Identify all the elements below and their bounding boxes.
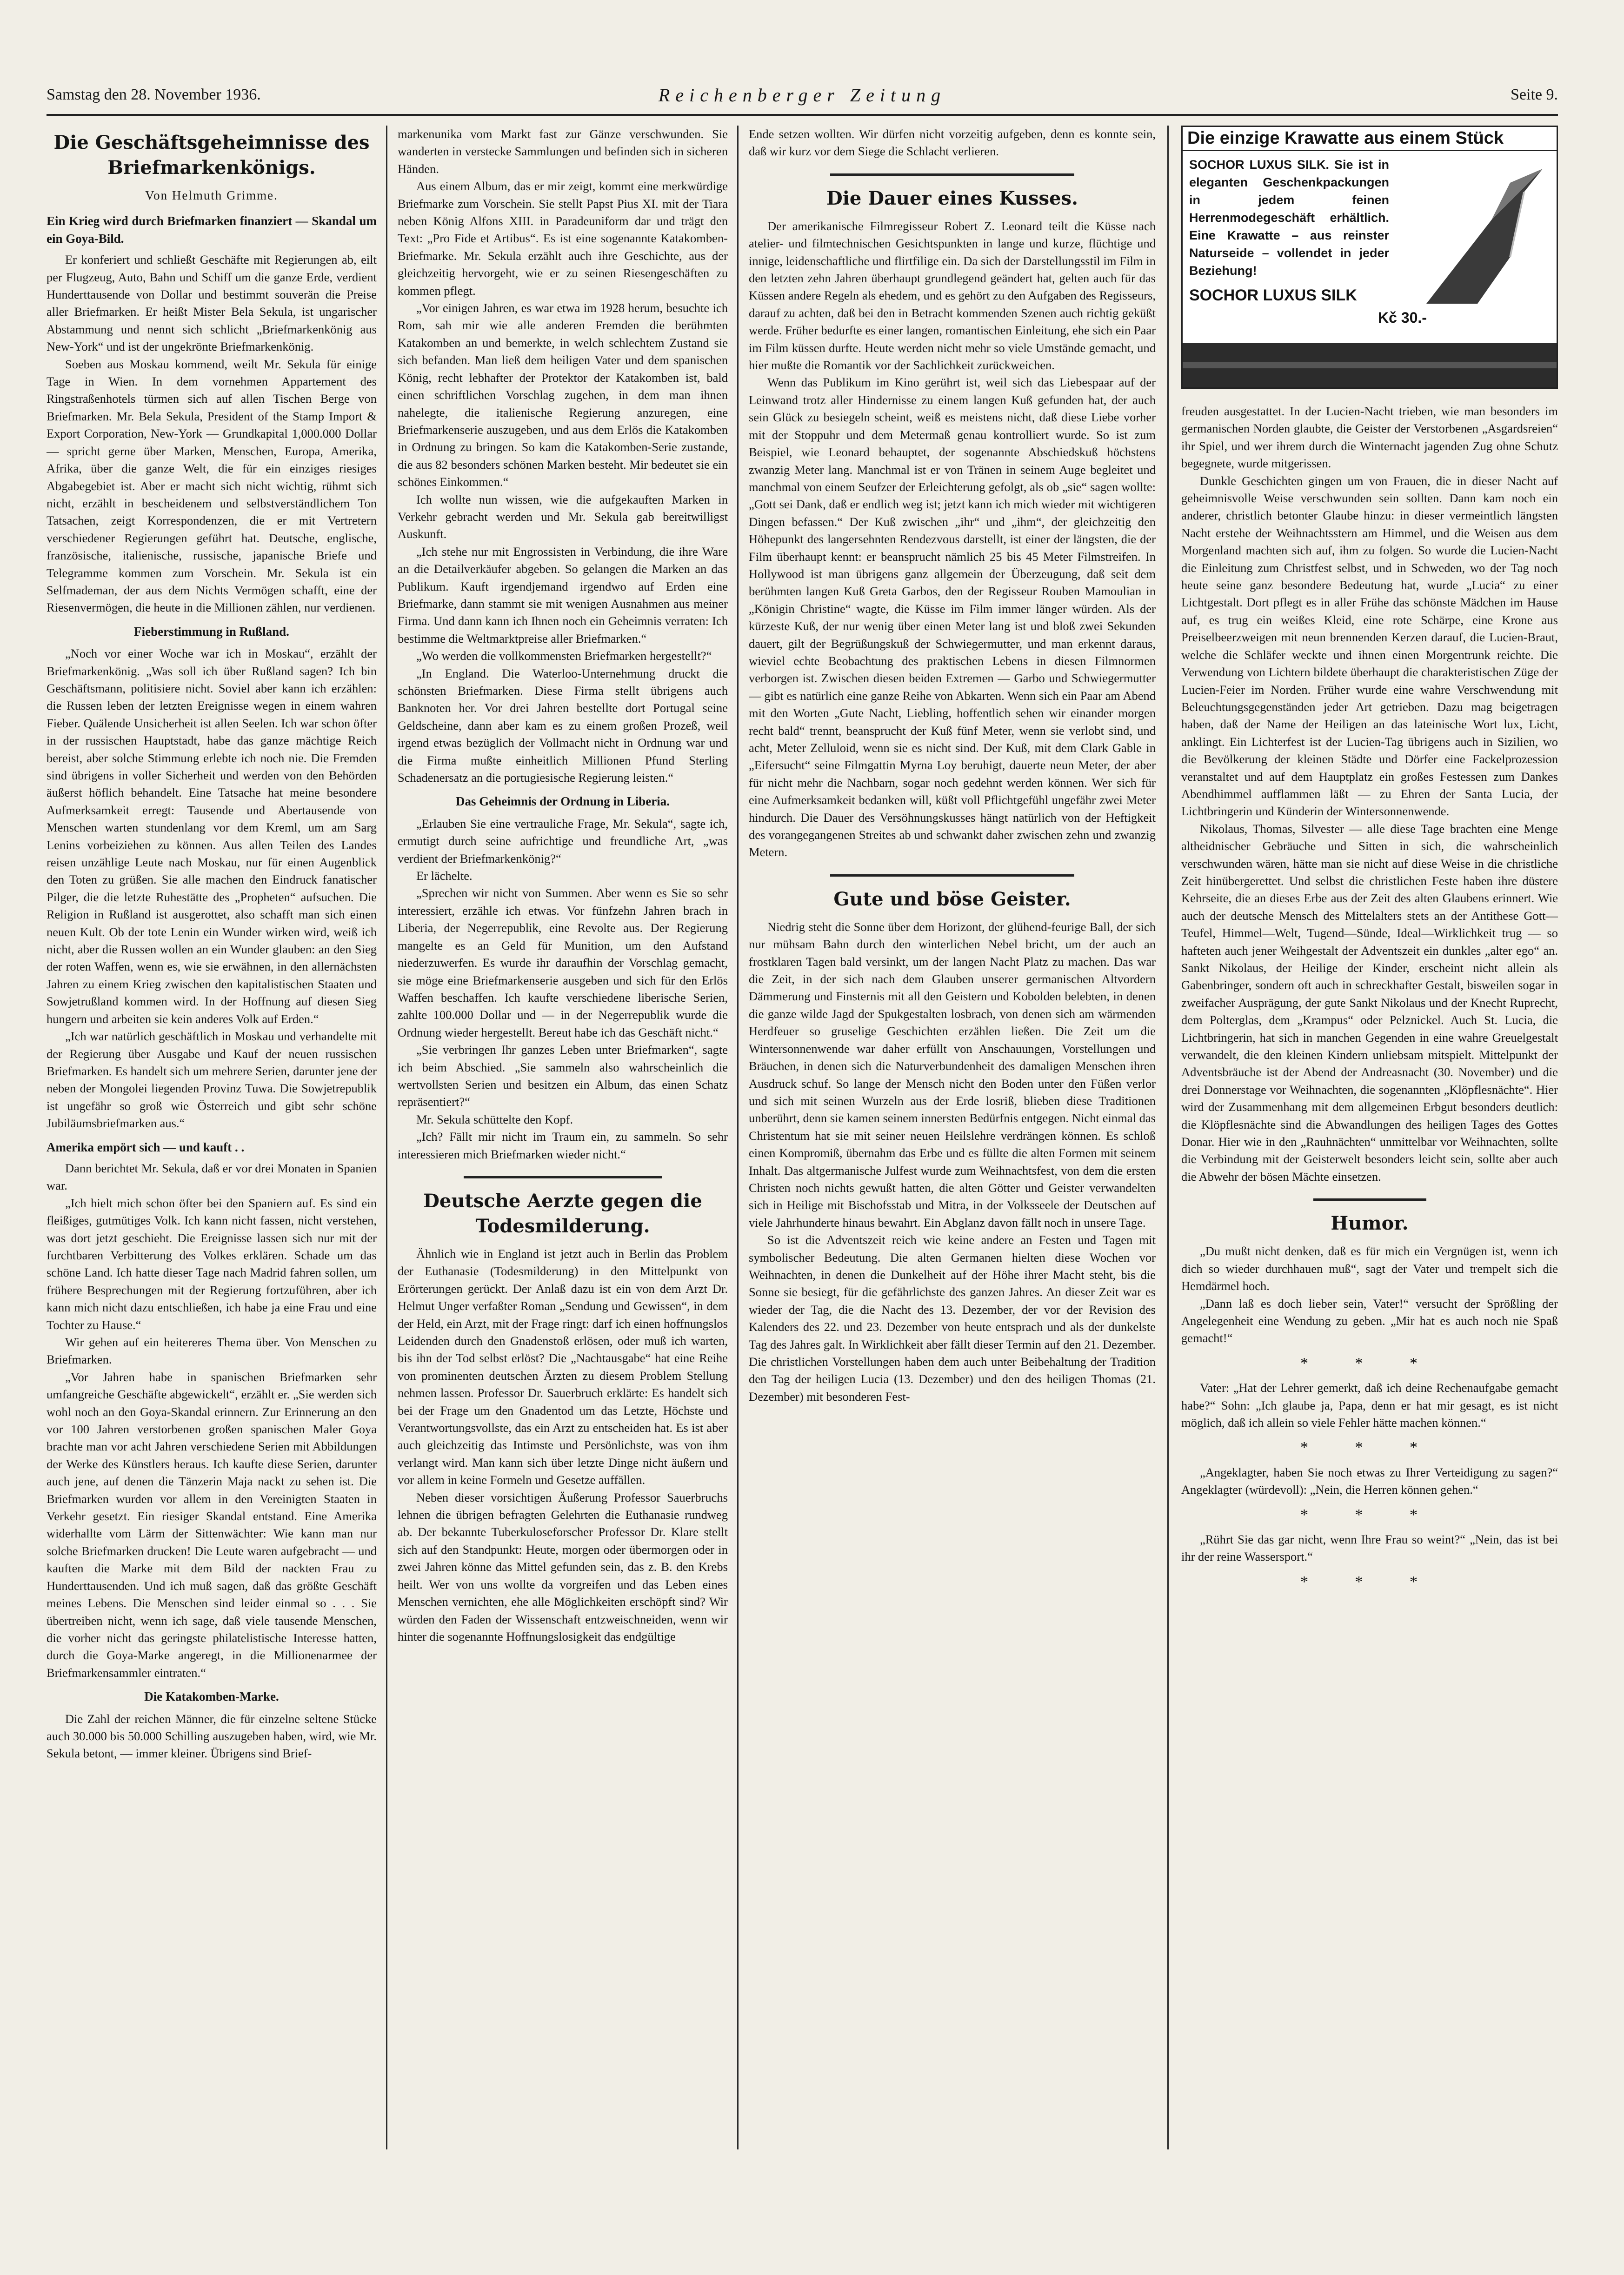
paragraph: „Ich war natürlich geschäftlich in Moskau und verhandelte mit der Regierung über Ausgabe und Kauf der neuen russischen Briefmarken. Es handelt sich um mehrere Serien, darunter jene der neben der Mongolei liegenden Provinz Tuwa. Die Sowjetrepublik ist ungefähr so groß wie Österreich und gibt sehr schöne Jubiläumsbriefmarken aus.“	[47, 1029, 377, 1131]
article-title-humor: Humor.	[1331, 1212, 1409, 1235]
paragraph: „In England. Die Waterloo-Unternehmung druckt die schönsten Briefmarken. Diese Firma stellt übrigens auch Banknoten her. Vor drei Jahren bestellte dort Portugal seine Geldscheine, dann aber kam es zu einem großen Prozeß, weil irgend etwas bezüglich der Vollmacht nicht in Ordnung war und die Firma mußte einheitlich Millionen Pfund Sterling Schadenersatz an die portugiesische Regierung leisten.“	[398, 666, 728, 785]
paragraph: Ich wollte nun wissen, wie die aufgekauften Marken in Verkehr gebracht werden und Mr. Sekula gab bereitwilligst Auskunft.	[398, 492, 728, 541]
paragraph: „Wo werden die vollkommensten Briefmarken hergestellt?“	[416, 649, 712, 663]
joke: „Rührt Sie das gar nicht, wenn Ihre Frau so weint?“ „Nein, das ist bei ihr der reine Wassersport.“	[1181, 1532, 1558, 1564]
paragraph: „Sie verbringen Ihr ganzes Leben unter Briefmarken“, sagte ich beim Abschied. „Sie sammeln also wahrscheinlich die wertvollsten Serien und besitzen ein Album, das einen Schatz repräsentiert?“	[398, 1043, 728, 1109]
star-separator: * * *	[1300, 1354, 1439, 1372]
separator	[464, 1176, 662, 1178]
paragraph: „Erlauben Sie eine vertrauliche Frage, Mr. Sekula“, sagte ich, ermutigt durch seine aufrichtige und freundliche Art, „was verdient der Briefmarkenkönig?“	[398, 816, 728, 865]
paragraph: Ende setzen wollten. Wir dürfen nicht vorzeitig aufgeben, denn es konnte sein, daß wir kurz vor dem Siege die Schlacht verlieren.	[749, 127, 1156, 159]
paragraph: Aus einem Album, das er mir zeigt, kommt eine merkwürdige Briefmarke zum Vorschein. Sie stellt Papst Pius XI. mit der Tiara neben König Alfons XIII. in Paradeuniform dar und trägt den Text: „Pro Fide et Artibus“. Es ist eine sogenannte Katakomben-Briefmarke. Mr. Sekula erzählt auch ihre Geschichte, aus der gleichzeitig hervorgeht, wie er zu seinen Riesengeschäften zu kommen pflegt.	[398, 179, 728, 298]
newspaper-title: Reichenberger Zeitung	[658, 85, 946, 106]
paragraph: Der amerikanische Filmregisseur Robert Z. Leonard teilt die Küsse nach atelier- und filmtechnischen Gesichtspunkten in lange und kurze, flüchtige und innige, leidenschaftliche und flirtfilige ein. Da sich der Darstellungsstil im Film in den letzten zehn Jahren überhaupt grundlegend geändert hat, gelten auch für das Küssen andere Regeln als ehedem, und es gehört zu den Aufgaben des Regisseurs, darauf zu achten, daß bei den in Betracht kommenden Szenen auch richtig geküßt werde. Früher bedurfte es einer langen, romantischen Einleitung, ehe sich ein Paar im Film küssen durfte. Heute werden nicht mehr so viele Umstände gemacht, und hier mußte die Romantik vor der Sachlichkeit zurückweichen.	[749, 219, 1156, 373]
paragraph: Er lächelte.	[416, 869, 473, 883]
subheading: Amerika empört sich — und kauft . .	[47, 1140, 245, 1154]
subheading: Die Katakomben-Marke.	[144, 1690, 279, 1704]
article-title-aerzte: Deutsche Aerzte gegen die Todesmilderung.	[423, 1190, 702, 1237]
paragraph: freuden ausgestattet. In der Lucien-Nacht trieben, wie man besonders im germanischen Norden glaubte, die Geister der Verstorbenen „Asgardsreien“ ihr Spiel, und wer ihrem durch die Winternacht jagenden Zug ohne Schutz begegnete, wurde mitgerissen.	[1181, 404, 1558, 471]
ad-band	[1183, 343, 1557, 387]
paragraph: markenunika vom Markt fast zur Gänze verschwunden. Sie wanderten in verstecke Sammlungen und befinden sich in sicheren Händen.	[398, 127, 728, 176]
byline: Von Helmuth Grimme.	[145, 188, 278, 202]
column-1	[47, 126, 377, 2149]
paragraph: „Ich stehe nur mit Engrossisten in Verbindung, die ihre Ware an die Detailverkäufer abgeben. So gelangen die Marken an das Publikum. Kauft irgendjemand irgendwo auf Erden eine Briefmarke, dann stammt sie mit wenigen Ausnahmen aus meiner Firma. Und dann kann ich Ihnen noch ein Geheimnis verraten: Ich bestimme die Weltmarktpreise aller Briefmarken.“	[398, 544, 728, 645]
column-2	[398, 126, 728, 2149]
paragraph: „Sprechen wir nicht von Summen. Aber wenn es Sie so sehr interessiert, erzähle ich etwas. Vor fünfzehn Jahren brach in Liberia, der Negerrepublik, eine Revolte aus. Der Regierung mangelte es an Geld für Munition, um den Aufstand niederzuwerfen. Es wurde ihr daraufhin der Vorschlag gemacht, sie möge eine Briefmarkenserie ausgeben und sich für den Erlös Waffen beschaffen. Ich kaufte verschiedene liberische Serien, zahlte 100.000 Dollar und — in der Negerrepublik wurde die Ordnung wieder hergestellt. Bereut habe ich das Geschäft nicht.“	[398, 886, 728, 1039]
article-title-geister: Gute und böse Geister.	[833, 888, 1071, 910]
joke: Vater: „Hat der Lehrer gemerkt, daß ich deine Rechenaufgabe gemacht habe?“ Sohn: „Ich glaube ja, Papa, denn er hat mir gesagt, es ist nicht möglich, daß ich allein so viele Fehler hätte machen können.“	[1181, 1381, 1558, 1430]
paragraph: „Vor einigen Jahren, es war etwa im 1928 herum, besuchte ich Rom, sah mir wie alle anderen Fremden die berühmten Katakomben an und bemerkte, in welch schlechtem Zustand sie sich befanden. Man ließ dem heiligen Vater und dem spanischen König, recht lebhafter der Protektor der Katakomben ist, bald einen schriftlichen Vorschlag zugehen, in dem man ihnen nahelegte, die italienische Regierung anzuregen, eine Briefmarkenserie auszugeben, und aus dem Erlös die Katakomben in Ordnung zu bringen. So kam die Katakomben-Serie zustande, die aus 82 besonders schönen Marken besteht. Mir bedeutet sie ein schönes Einkommen.“	[398, 301, 728, 489]
joke: „Du mußt nicht denken, daß es für mich ein Vergnügen ist, wenn ich dich so wieder durchhauen muß“, sagt der Vater und trempelt sich die Hemdärmel hoch.	[1181, 1244, 1558, 1293]
star-separator: * * *	[1300, 1439, 1439, 1457]
paragraph: „Noch vor einer Woche war ich in Moskau“, erzählt der Briefmarkenkönig. „Was soll ich über Rußland sagen? Ich bin Geschäftsmann, politisiere nicht. Soviel aber kann ich erzählen: die Russen leben der letzten Ereignisse wegen in einem wahren Fieber. Quälende Unsicherheit ist allen Seelen. Ich war schon öfter in der russischen Hauptstadt, habe das ganze mächtige Reich bereist, aber solche Stimmung erlebte ich noch nie. Die Fremden sind übrigens in voller Sicherheit und werden von den Behörden äußerst höflich behandelt. Eine Tatsache hat meine besondere Aufmerksamkeit erregt: Tausende und Abertausende von Menschen warten stundenlang vor dem Kreml, um am Sarg Lenins vorbeiziehen zu können. Aus allen Teilen des Landes reisen unzählige Leute nach Moskau, nur für einen Augenblick den Toten zu grüßen. Sie alle machen den Eindruck fanatischer Pilger, die die letzte Ruhestätte des „Propheten“ aufsuchen. Die Religion in Rußland ist ausgerottet, also schafft man sich einen neuen Kult. Ob der tote Lenin ein Wunder wirken wird, weiß ich nicht, aber die Russen wollen an ein Wunder glauben: an den Sieg der roten Waffen, wenn es, wie sie erwähnen, in den allernächsten Jahren zu einem Krieg zwischen den kapitalistischen Staaten und Sowjetrußland kommen wird. In der Hoffnung auf diesen Sieg hungern und arbeiten sie kein anderes Volk auf Erden.“	[47, 646, 377, 1026]
paragraph: Er konferiert und schließt Geschäfte mit Regierungen ab, eilt per Flugzeug, Auto, Bahn und Schiff um die ganze Erde, verdient Hunderttausende von Dollar und bestimmt souverän die Preise aller Briefmarken. Er heißt Mister Bela Sekula, ist ungarischer Abstammung und nennt sich schlicht „Briefmarkenkönig aus New-York“ und ist der ungekrönte Briefmarkenkönig.	[47, 253, 377, 354]
paragraph: Die Zahl der reichen Männer, die für einzelne seltene Stücke auch 30.000 bis 50.000 Schilling auszugeben haben, wird, wie Mr. Sekula betont, — immer kleiner. Übrigens sind Brief-	[47, 1711, 377, 1761]
paragraph: Mr. Sekula schüttelte den Kopf.	[416, 1112, 573, 1126]
separator	[830, 173, 1074, 176]
ad-headline: Die einzige Krawatte aus einem Stück	[1183, 127, 1557, 151]
separator	[1313, 1198, 1426, 1201]
subheading: Das Geheimnis der Ordnung in Liberia.	[455, 794, 670, 809]
star-separator: * * *	[1300, 1506, 1439, 1523]
separator	[830, 874, 1074, 877]
paragraph: Dunkle Geschichten gingen um von Frauen, die in dieser Nacht auf geheimnisvolle Weise verschwunden sein sollten. Dann kam noch ein anderer, christlich betonter Glaube hinzu: in dieser vermeintlich längsten Nacht erstehe der Weihnachtsstern am Himmel, und die Weisen aus dem Morgenland machten sich auf, ihm zu folgen. So wurde die Lucien-Nacht die Einleitung zum Christfest selbst, und in Schweden, wo der Tag noch heute seine ganz besondere Bedeutung hat, wurde „Lucia“ zu einer Lichtgestalt. Dort pflegt es in aller Frühe das schönste Mädchen im Hause auf, es trug ein weißes Kleid, eine rote Schärpe, eine Krone aus Preiselbeerzweigen mit neun brennenden Kerzen darauf, die Lucien-Braut, welche die Schläfer weckte und ihnen einen Morgentrunk reichte. Die Verwendung von Lichtern bildete überhaupt die charakteristischen Züge der Lucien-Feier im Norden. Früher wurde eine wahre Verschwendung mit Beleuchtungsgegenständen jeder Art getrieben. Dazu mag beigetragen haben, daß der Name der Heiligen an das lateinische Wort lux, Licht, anklingt. Ein Lichterfest ist der Lucien-Tag übrigens auch in Sizilien, wo die Bevölkerung der kleinen Städte und Dörfer eine Fackelprozession veranstaltet und auf dem Hauptplatz ein großes Festessen zum Dankes Abendhimmel aufflammen läßt — zu Ehren der Santa Lucia, der Lichtbringerin und Künderin der Wintersonnenwende.	[1181, 473, 1558, 818]
article-title-kuss: Die Dauer eines Kusses.	[826, 187, 1078, 209]
joke: „Angeklagter, haben Sie noch etwas zu Ihrer Verteidigung zu sagen?“ Angeklagter (würdevoll): „Nein, die Herren können gehen.“	[1181, 1465, 1558, 1497]
paragraph: Soeben aus Moskau kommend, weilt Mr. Sekula für einige Tage in Wien. In dem vornehmen Appartement des Ringstraßenhotels türmen sich auf allen Tischen Berge von Briefmarken. Mr. Bela Sekula, President of the Stamp Import & Export Corporation, New-York — Grundkapital 1,000.000 Dollar — spricht gerne über Marken, Menschen, Europa, Amerika, Afrika, über die ganze Welt, die für ein einziges riesiges Abgabegebiet ist. Aber er macht sich nicht wichtig, rühmt sich nicht, erzählt in bescheidenem und selbstverständlichem Ton Tatsachen, zeigt Korrespondenzen, die er mit Vertretern verschiedener Regierungen geführt hat. Deutsche, englische, französische, italienische, russische, japanische Briefe und Telegramme kommen zum Vorschein. Mr. Sekula ist ein Selfmademan, der aus dem Nichts Vermögen schafft, eine der Riesenvermögen, die heute in die Millionen zählen, nur verdienen.	[47, 357, 377, 615]
ad-brand: SOCHOR LUXUS SILK	[1189, 286, 1357, 305]
paragraph: „Ich hielt mich schon öfter bei den Spaniern auf. Es sind ein fleißiges, gutmütiges Volk. Ich kann nicht fassen, nicht verstehen, was dort jetzt geschieht. Die Ereignisse lassen sich nur mit der furchtbaren Verbitterung des Volkes erklären. Schade um das schöne Land. Ich hatte dieser Tage nach Madrid fahren sollen, um frühere Besprechungen mit der Regierung fortzuführen, aber ich kann mich nicht dazu entschließen, ich habe ja eine Frau und eine Tochter zu Hause.“	[47, 1196, 377, 1332]
subheading: Fieberstimmung in Rußland.	[134, 624, 289, 639]
paragraph: Nikolaus, Thomas, Silvester — alle diese Tage brachten eine Menge altheidnischer Gebräuche und Sitten in sich, die wahrscheinlich verschwunden wären, hätte man sie nicht auf diese Weise in die christliche Zeit hinübergerettet. Und selbst die christlichen Feste haben ihre düstere Kehrseite, die an dieses Erbe aus der Zeit des alten Glaubens erinnert. Wie auch der deutsche Mensch des Mittelalters stets an der Antithese Gott—Teufel, Himmel—Welt, Tugend—Sünde, Ideal—Wirklichkeit trug — so hafteten auch jener Weihgestalt der Adventszeit ein dunkles „alter ego“ an. Sankt Nikolaus, der Heilige der Kinder, erscheint nicht allein als Gabenbringer, sondern oft auch in schreckhafter Gestalt, bisweilen sogar in zweifacher Ausprägung, der gute Sankt Nikolaus und der Knecht Ruprecht, dem Polterglas, dem „Krampus“ oder Pelznickel. Auch St. Lucia, die Lichtbringerin, hat sich in manchen Gegenden in eine wahre Greuelgestalt verwandelt, die den kleinen Kindern unliebsam mitspielt. Mittelpunkt der Adventsbräuche ist der Abend der Andreasnacht (30. November) und die drei Donnerstage vor Weihnachten, die sogenannten „Klöpflesnächte“. Hier wird der Zusammenhang mit dem allgemeinen Erbgut besonders deutlich: die Klöpflesnächte sind die Abwandlungen des heiligen Tages des Gottes Donar. Hier wie in den „Rauhnächten“ unmittelbar vor Weihnachten, sollte die Verbindung mit der Geisterwelt besonders leicht sein, sollte aber auch die Abwehr der bösen Mächte einsetzen.	[1181, 821, 1558, 1184]
star-separator: * * *	[1300, 1573, 1439, 1590]
necktie-illustration-icon	[1371, 164, 1547, 313]
paragraph: „Vor Jahren habe in spanischen Briefmarken sehr umfangreiche Geschäfte abgewickelt“, erzählt er. „Sie werden sich wohl noch an den Goya-Skandal erinnern. Zur Erinnerung an den vor 100 Jahren verstorbenen großen spanischen Maler Goya brachte man vor acht Jahren verschiedene Serien mit Abbildungen der Werke des Künstlers heraus. Ich kaufte diese Serien, darunter auch jene, auf denen die Tänzerin Maja nackt zu sehen ist. Die Briefmarken wurden vor allem in den Vereinigten Staaten in Verkehr gesetzt. Ein riesiger Skandal entstand. Eine Amerika widerhallte vom Lärm der Sittenwächter: Wie kann man nur solche Briefmarken drucken! Die Leute waren aufgebracht — und kauften die Marke mit dem Bild der nackten Frau zu Hunderttausenden. Und ich muß sagen, daß das größte Geschäft meines Lebens. Die Menschen sind leider einmal so . . . Sie übertreiben nicht, wenn ich sage, daß viele tausende Menschen, die vorher nicht das geringste philatelistische Interesse hatten, durch die Goya-Marke angeregt, in die Millionenarmee der Briefmarkensammler eintraten.“	[47, 1370, 377, 1680]
page-number: Seite 9.	[1511, 86, 1558, 103]
article-title-briefmarkenkoenig: Die Geschäftsgeheimnisse des Briefmarkenkönigs.	[53, 132, 370, 179]
page-header	[47, 81, 1558, 116]
issue-date: Samstag den 28. November 1936.	[47, 86, 261, 103]
joke: „Dann laß es doch lieber sein, Vater!“ versucht der Sprößling der Angelegenheit eine Wendung zu geben. „Mir hat es auch noch nie Spaß gemacht!“	[1181, 1296, 1558, 1345]
column-4	[1181, 126, 1558, 2149]
column-rule	[1167, 126, 1169, 2149]
ad-body: SOCHOR LUXUS SILK. Sie ist in eleganten Geschenkpackungen in jedem feinen Herrenmodegeschäft erhältlich. Eine Krawatte – aus reinster Naturseide – vollendet in jeder Beziehung!	[1189, 158, 1389, 278]
column-rule	[737, 126, 739, 2149]
article-lead: Ein Krieg wird durch Briefmarken finanziert — Skandal um ein Goya-Bild.	[47, 214, 377, 246]
column-rule	[386, 126, 387, 2149]
paragraph: Wir gehen auf ein heitereres Thema über. Von Menschen zu Briefmarken.	[47, 1335, 377, 1367]
paragraph: Neben dieser vorsichtigen Äußerung Professor Sauerbruchs lehnen die übrigen befragten Gelehrten die Euthanasie rundweg ab. Der bekannte Tuberkuloseforscher Professor Dr. Klare stellt sich auf den Standpunkt: Heute, morgen oder übermorgen oder in zwei Jahren könne das Mittel gefunden sein, das z. B. den Krebs heilt. Wer von uns wollte da vorgreifen und das Leben eines Menschen vernichten, ehe alle Möglichkeiten erschöpft sind? Wir würden den Faden der Wissenschaft entzweischneiden, wenn wir hinter die sogenannte Hoffnungslosigkeit das endgültige	[398, 1490, 728, 1643]
paragraph: Dann berichtet Mr. Sekula, daß er vor drei Monaten in Spanien war.	[47, 1161, 377, 1193]
paragraph: Ähnlich wie in England ist jetzt auch in Berlin das Problem der Euthanasie (Todesmilderung) in den Mittelpunkt von Erörterungen gerückt. Der Anlaß dazu ist ein von dem Arzt Dr. Helmut Unger verfaßter Roman „Sendung und Gewissen“, in dem der Held, ein Arzt, mit der Frage ringt: darf ich einen hoffnungslos Leidenden durch den Gnadenstoß erlösen, oder muß ich warten, bis ihn der Tod selbst erlöst? Die „Nachtausgabe“ hat eine Reihe von prominenten deutschen Ärzten zu diesem Problem Stellung nehmen lassen. Professor Dr. Sauerbruch erklärte: Es handelt sich bei der Frage um den Gnadentod um das Letzte, Höchste und Verantwortungsvollste, das ein Arzt zu entscheiden hat. Es ist aber auch gleichzeitig das Intimste und Persönlichste, was von ihm verlangt wird. Man kann sich über letzte Dinge nicht äußern und vor allem in keine Formeln und Gesetze auffällen.	[398, 1246, 728, 1487]
paragraph: So ist die Adventszeit reich wie keine andere an Festen und Tagen mit symbolischer Bedeutung. Die alten Germanen hielten diese Wochen vor Weihnachten, in denen die Dunkelheit auf der Höhe ihrer Macht steht, bis die Sonne sie besiegt, für die gefährlichste des ganzen Jahres. An dieser Zeit war es wieder der Tag, die die Nacht des 13. Dezember, der vor der Revision des Kalenders des 22. und 23. Dezember von heute entsprach und als der dunkelste Tag des Jahres galt. In Wirklichkeit aber fällt dieser Termin auf den 21. Dezember. Die christlichen Vorstellungen haben dem auch unter Beibehaltung der Tradition den Tag der heiligen Lucia (13. Dezember) und den des heiligen Thomas (21. Dezember) mit besonderen Fest-	[749, 1233, 1156, 1404]
paragraph: Wenn das Publikum im Kino gerührt ist, weil sich das Liebespaar auf der Leinwand trotz aller Hindernisse zu einem langen Kuß gefunden hat, der auch sein Glück zu besiegeln scheint, weiß es meistens nicht, daß diese Liebe vorher mit der Stoppuhr und dem Metermaß genau kontrolliert wurde. So ist zum Beispiel, wie Leonard behauptet, der sogenannte Abschiedskuß höchstens zwanzig Meter lang. Manchmal ist er von Tränen in seinem Auge begleitet und manchmal von einem Seufzer der Erleichterung gefolgt, als ob „sie“ sagen wollte: „Gott sei Dank, daß er endlich weg ist; jetzt kann ich mich wieder mit wichtigeren Dingen befassen.“ Der Kuß zwischen „ihr“ und „ihm“, der gleichzeitig den Höhepunkt des langersehnten Rendezvous darstellt, ist einer der längsten, die der Film überhaupt kennt: er beansprucht nämlich 25 bis 45 Meter Filmstreifen. In Hollywood ist man übrigens ganz allgemein der Überzeugung, daß seit dem berühmten langen Kuß Greta Garbos, den der Regisseur Rouben Mamoulian in „Königin Christine“ wagte, die Küsse im Film immer länger würden. Als der kürzeste Kuß, der nur wenig über einen Meter lang ist und bloß zwei Sekunden dauert, gilt der Begrüßungskuß der Schwiegermutter, und man erkennt daraus, wieviel echte Beobachtung des praktischen Lebens in diesen Filmnormen verborgen ist. Zwischen diesen beiden Extremen — Garbo und Schwiegermutter — gibt es natürlich eine ganze Reihe von Abkarten. Wenn sich ein Paar am Abend mit den Worten „Gute Nacht, Liebling, hoffentlich sehen wir einander morgen recht bald“ trennt, beansprucht der Kuß fünf Meter, wenn sie verlobt sind, und acht, Meter Zelluloid, wenn sie es nicht sind. Der Kuß, mit dem Clark Gable in „Eifersucht“ seine Filmgattin Myrna Loy beruhigt, dauerte neun Meter, der aber für nicht mehr die Nachbarn, sogar noch gedehnt werden können. Wer sich für eine Aufmerksamkeit bedanken will, küßt voll Pflichtgefühl ungefähr zwei Meter hindurch. Die Dauer des Versöhnungskusses hängt natürlich von der Heftigkeit des vorangegangenen Streites ab und schwankt daher zwischen zehn und zwanzig Metern.	[749, 375, 1156, 859]
paragraph: Niedrig steht die Sonne über dem Horizont, der glühend-feurige Ball, der sich nur mühsam Bahn durch den winterlichen Nebel bricht, um der auch an frostklaren Tagen bald versinkt, um der langen Nacht Platz zu machen. Das war die Zeit, in der sich nach dem Glauben unserer germanischen Altvordern Dämmerung und Finsternis mit all den Geistern und Kobolden belebten, in denen die ganze wilde Jagd der Spukgestalten losbrach, von denen sich am wärmenden Herdfeuer so gruselige Geschichten erzählen ließen. Die Zeit um die Wintersonnenwende war daher erfüllt von Anschauungen, Vorstellungen und Bräuchen, in denen sich die Naturverbundenheit des damaligen Menschen ihren Ausdruck schuf. So lange der Mensch nicht den Boden unter den Füßen verlor und sich mit seinen Wurzeln aus der Erde losriß, blieben diese Traditionen unberührt, denn sie kamen seinem innersten Bedürfnis entgegen. Nicht einmal das Christentum hat sie mit seiner neuen Heilslehre verdrängen können. Es schloß einen Kompromiß, übernahm das Erbe und es füllte die alten Formen mit seinem Inhalt. Das altgermanische Julfest wurde zum Weihnachtsfest, von dem die ersten Christen noch nichts gewußt hatten, die alten Götter und Geister verwandelten sich in Heilige mit Bischofsstab und Mitra, in der Volksseele der Deutschen auf viele Jahrhunderte hinaus bewahrt. Ein Abglanz davon fällt noch in unsere Tage.	[749, 919, 1156, 1230]
column-3	[749, 126, 1156, 2149]
ad-price: Kč 30.-	[1378, 309, 1427, 326]
paragraph: „Ich? Fällt mir nicht im Traum ein, zu sammeln. So sehr interessieren mich Briefmarken wieder nicht.“	[398, 1130, 728, 1161]
advertisement-sochor	[1181, 126, 1558, 389]
